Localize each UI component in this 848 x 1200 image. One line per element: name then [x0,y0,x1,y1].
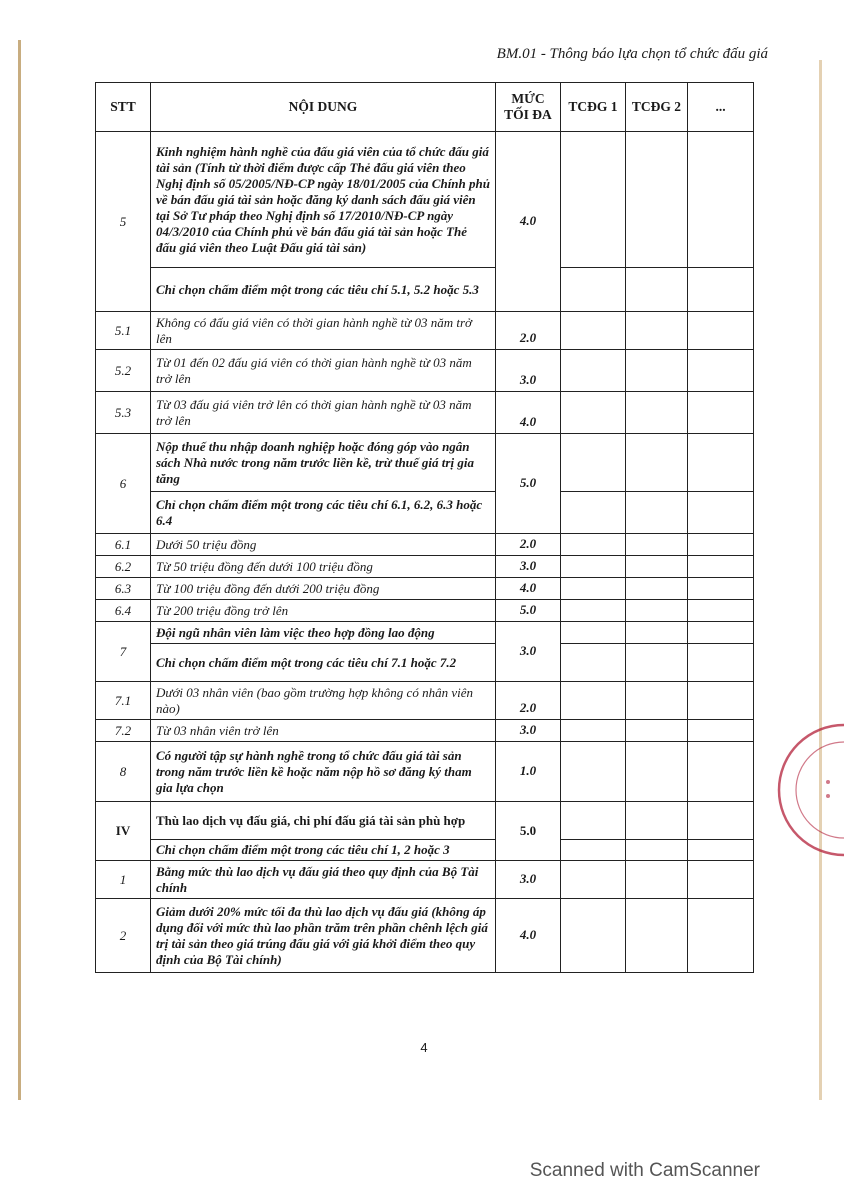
score-cell[interactable] [688,742,754,802]
col-tcdg1: TCĐG 1 [561,83,626,132]
form-code-header: BM.01 - Thông báo lựa chọn tổ chức đấu giá [496,46,768,62]
page-number: 4 [420,1040,428,1055]
row-content: Không có đấu giá viên có thời gian hành nghề từ 03 năm trở lên [151,312,496,350]
col-more: ... [688,83,754,132]
row-stt: 1 [96,861,151,899]
row-note: Chỉ chọn chấm điểm một trong các tiêu chí 5.1, 5.2 hoặc 5.3 [151,268,496,312]
table-row [96,742,754,802]
row-content: Từ 03 nhân viên trở lên [151,720,496,742]
table-row [96,720,754,742]
score-cell[interactable] [626,132,688,268]
score-cell[interactable] [561,682,626,720]
row-max: 5.0 [496,434,561,534]
table-header-row [96,83,754,132]
score-cell[interactable] [688,434,754,492]
row-max: 4.0 [496,578,561,600]
row-note: Chỉ chọn chấm điểm một trong các tiêu chí 1, 2 hoặc 3 [151,840,496,861]
score-cell[interactable] [561,392,626,434]
score-cell[interactable] [688,682,754,720]
table-row [96,578,754,600]
row-content: Giảm dưới 20% mức tối đa thù lao dịch vụ đấu giá (không áp dụng đối với mức thù lao phần trăm trên phần chênh lệch giá trị tài sản theo giá trúng đấu giá với giá khởi điểm theo quy định của Bộ Tài chính) [151,899,496,973]
row-stt: 5.3 [96,392,151,434]
row-content: Nộp thuế thu nhập doanh nghiệp hoặc đóng góp vào ngân sách Nhà nước trong năm trước liền kề, trừ thuế giá trị gia tăng [151,434,496,492]
score-cell[interactable] [561,534,626,556]
score-cell[interactable] [688,312,754,350]
score-cell[interactable] [626,622,688,644]
scoring-table [95,82,754,973]
row-max: 2.0 [496,682,561,720]
col-content: NỘI DUNG [151,83,496,132]
score-cell[interactable] [688,578,754,600]
score-cell[interactable] [626,802,688,840]
score-cell[interactable] [688,350,754,392]
row-content: Từ 01 đến 02 đấu giá viên có thời gian hành nghề từ 03 năm trở lên [151,350,496,392]
score-cell[interactable] [561,840,626,861]
row-content: Thù lao dịch vụ đấu giá, chi phí đấu giá tài sản phù hợp [151,802,496,840]
row-stt: 5.1 [96,312,151,350]
score-cell[interactable] [688,132,754,268]
score-cell[interactable] [688,492,754,534]
score-cell[interactable] [561,861,626,899]
score-cell[interactable] [561,268,626,312]
row-content: Từ 200 triệu đồng trở lên [151,600,496,622]
row-max: 3.0 [496,556,561,578]
score-cell[interactable] [626,840,688,861]
score-cell[interactable] [626,742,688,802]
row-content: Từ 100 triệu đồng đến dưới 200 triệu đồng [151,578,496,600]
score-cell[interactable] [688,268,754,312]
row-stt: 7.1 [96,682,151,720]
row-max: 2.0 [496,312,561,350]
score-cell[interactable] [688,899,754,973]
row-max: 2.0 [496,534,561,556]
row-stt: 6.3 [96,578,151,600]
score-cell[interactable] [561,556,626,578]
score-cell[interactable] [626,644,688,682]
row-stt: 7.2 [96,720,151,742]
row-stt: 6.2 [96,556,151,578]
red-seal-stamp [774,720,848,860]
score-cell[interactable] [688,840,754,861]
row-stt: 6.1 [96,534,151,556]
table-row [96,392,754,434]
row-max: 3.0 [496,861,561,899]
table-row [96,644,754,682]
row-max: 3.0 [496,622,561,682]
score-cell[interactable] [626,392,688,434]
table-row [96,622,754,644]
score-cell[interactable] [561,132,626,268]
score-cell[interactable] [626,682,688,720]
score-cell[interactable] [688,861,754,899]
row-max: 3.0 [496,720,561,742]
score-cell[interactable] [561,742,626,802]
score-cell[interactable] [626,492,688,534]
row-content: Từ 03 đấu giá viên trở lên có thời gian hành nghề từ 03 năm trở lên [151,392,496,434]
row-stt: 6 [96,434,151,534]
table-row [96,434,754,492]
row-max: 3.0 [496,350,561,392]
row-content: Từ 50 triệu đồng đến dưới 100 triệu đồng [151,556,496,578]
score-cell[interactable] [626,861,688,899]
score-cell[interactable] [626,350,688,392]
score-cell[interactable] [626,534,688,556]
table-row [96,492,754,534]
col-tcdg2: TCĐG 2 [626,83,688,132]
row-note: Chỉ chọn chấm điểm một trong các tiêu chí 7.1 hoặc 7.2 [151,644,496,682]
score-cell[interactable] [626,312,688,350]
score-cell[interactable] [561,434,626,492]
row-stt: 5.2 [96,350,151,392]
col-max: MỨC TỐI ĐA [496,83,561,132]
table-row [96,861,754,899]
table-row [96,132,754,268]
score-cell[interactable] [561,899,626,973]
score-cell[interactable] [561,350,626,392]
row-stt: 2 [96,899,151,973]
score-cell[interactable] [561,720,626,742]
score-cell[interactable] [688,622,754,644]
table-row [96,556,754,578]
score-cell[interactable] [688,556,754,578]
row-content: Dưới 03 nhân viên (bao gồm trường hợp không có nhân viên nào) [151,682,496,720]
score-cell[interactable] [626,578,688,600]
score-cell[interactable] [626,720,688,742]
row-max: 5.0 [496,802,561,861]
table-row [96,268,754,312]
score-cell[interactable] [688,534,754,556]
col-stt: STT [96,83,151,132]
table-row [96,534,754,556]
table-row [96,312,754,350]
row-max: 4.0 [496,132,561,312]
score-cell[interactable] [688,600,754,622]
row-stt: 8 [96,742,151,802]
row-content: Đội ngũ nhân viên làm việc theo hợp đồng lao động [151,622,496,644]
row-content: Bằng mức thù lao dịch vụ đấu giá theo quy định của Bộ Tài chính [151,861,496,899]
table-row [96,682,754,720]
row-stt: 5 [96,132,151,312]
table-row [96,600,754,622]
row-content: Có người tập sự hành nghề trong tổ chức đấu giá tài sản trong năm trước liền kề hoặc năm nộp hồ sơ đăng ký tham gia lựa chọn [151,742,496,802]
score-cell[interactable] [561,622,626,644]
table-row [96,350,754,392]
score-cell[interactable] [561,600,626,622]
score-cell[interactable] [626,600,688,622]
row-max: 5.0 [496,600,561,622]
row-max: 1.0 [496,742,561,802]
scanner-watermark: Scanned with CamScanner [529,1160,760,1181]
table-row [96,802,754,840]
row-content: Kinh nghiệm hành nghề của đấu giá viên của tổ chức đấu giá tài sản (Tính từ thời điểm được cấp Thẻ đấu giá viên theo Nghị định số 05/2005/NĐ-CP ngày 18/01/2005 của Chính phủ về bán đấu giá tài sản hoặc đăng ký danh sách đấu giá viên tại Sở Tư pháp theo Nghị định số 17/2010/NĐ-CP ngày 04/3/2010 của Chính phủ về bán đấu giá tài sản hoặc Thẻ đấu giá viên theo Luật Đấu giá tài sản) [151,132,496,268]
score-cell[interactable] [626,268,688,312]
score-cell[interactable] [688,392,754,434]
table-row [96,840,754,861]
score-cell[interactable] [688,802,754,840]
row-content: Dưới 50 triệu đồng [151,534,496,556]
score-cell[interactable] [561,312,626,350]
row-max: 4.0 [496,899,561,973]
row-stt: IV [96,802,151,861]
table-row [96,899,754,973]
row-note: Chỉ chọn chấm điểm một trong các tiêu chí 6.1, 6.2, 6.3 hoặc 6.4 [151,492,496,534]
score-cell[interactable] [626,899,688,973]
row-stt: 7 [96,622,151,682]
scan-edge-right [819,60,822,1100]
score-cell[interactable] [561,578,626,600]
score-cell[interactable] [626,556,688,578]
score-cell[interactable] [561,492,626,534]
row-max: 4.0 [496,392,561,434]
score-cell[interactable] [561,802,626,840]
score-cell[interactable] [626,434,688,492]
row-stt: 6.4 [96,600,151,622]
score-cell[interactable] [688,644,754,682]
score-cell[interactable] [688,720,754,742]
score-cell[interactable] [561,644,626,682]
scan-edge-left [18,40,21,1100]
